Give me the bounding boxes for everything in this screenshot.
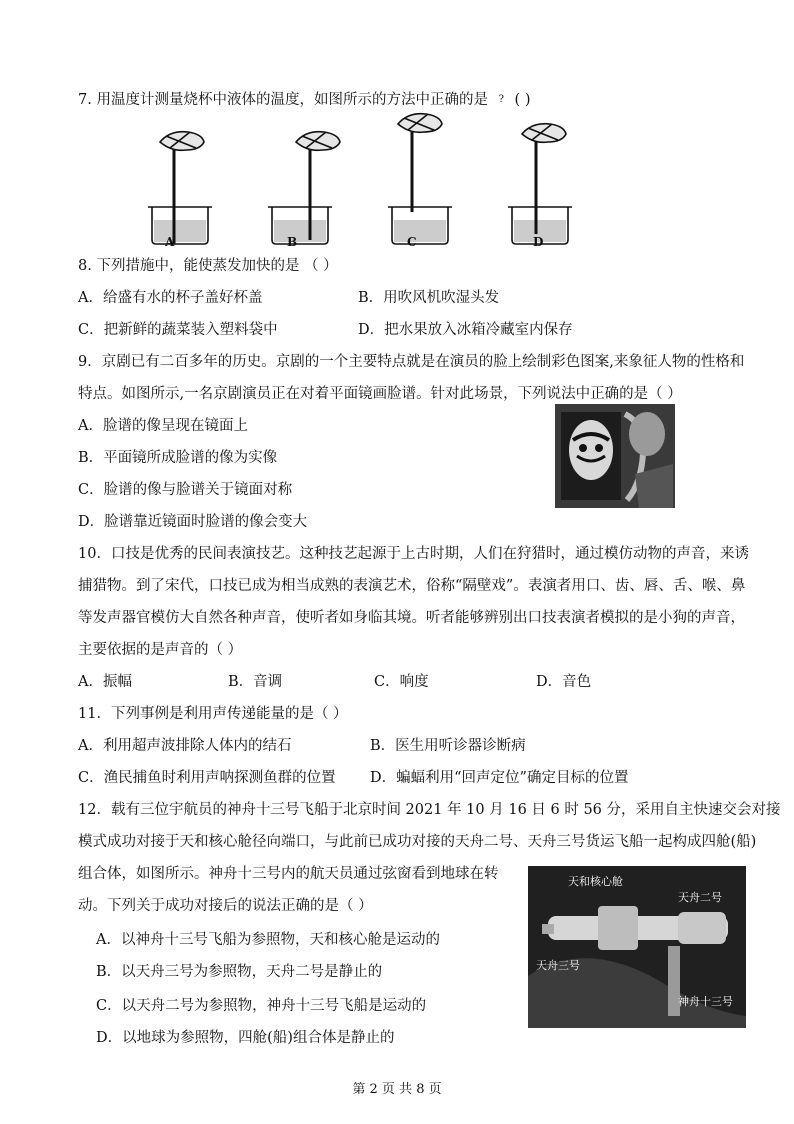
- space-station-photo: [528, 866, 746, 1028]
- option-label-b: B: [287, 235, 298, 249]
- q9-option-b: B．平面镜所成脸谱的像为实像: [78, 450, 278, 466]
- q9-option-c: C．脸谱的像与脸谱关于镜面对称: [78, 482, 293, 498]
- thermometer-option-a: [148, 132, 212, 244]
- q11-option-a: A．利用超声波排除人体内的结石: [78, 738, 292, 754]
- q12-option-d: D．以地球为参照物，四舱(船)组合体是静止的: [96, 1030, 395, 1046]
- q12-line2: 模式成功对接于天和核心舱径向端口，与此前已成功对接的天舟二号、天舟三号货运飞船一起构成四舱(船): [78, 834, 757, 850]
- q9-option-a: A．脸谱的像呈现在镜面上: [78, 418, 248, 434]
- q11-option-d: D．蝙蝠利用“回声定位”确定目标的位置: [370, 770, 629, 786]
- option-label-c: C: [407, 235, 417, 249]
- q10-line2: 捕猎物。到了宋代，口技已成为相当成熟的表演艺术，俗称“隔壁戏”。表演者用口、齿、唇、舌、喉、鼻: [78, 578, 746, 594]
- q8-option-d: D．把水果放入冰箱冷藏室内保存: [358, 322, 573, 338]
- q12-option-b: B．以天舟三号为参照物，天舟二号是静止的: [96, 964, 383, 980]
- option-label-d: D: [533, 235, 544, 249]
- q8-option-b: B．用吹风机吹湿头发: [358, 290, 500, 306]
- q9-line2: 特点。如图所示,一名京剧演员正在对着平面镜画脸谱。针对此场景，下列说法中正确的是（ ）: [78, 386, 682, 402]
- opera-mirror-photo: [555, 404, 675, 508]
- label-tianzhou-2: 天舟二号: [678, 891, 722, 904]
- label-tianzhou-3: 天舟三号: [536, 959, 580, 972]
- q12-option-c: C．以天舟二号为参照物，神舟十三号飞船是运动的: [96, 998, 427, 1014]
- q8-option-a: A．给盛有水的杯子盖好杯盖: [78, 290, 263, 306]
- q7-stem: 7. 用温度计测量烧杯中液体的温度，如图所示的方法中正确的是 ? ( ): [78, 92, 531, 108]
- q11-stem: 11．下列事例是利用声传递能量的是（ ）: [78, 706, 348, 722]
- q12-line4: 动。下列关于成功对接后的说法正确的是（ ）: [78, 898, 373, 914]
- q10-line4: 主要依据的是声音的（ ）: [78, 642, 243, 658]
- q12-line1: 12．载有三位宇航员的神舟十三号飞船于北京时间 2021 年 10 月 16 日 6 时 56 分，采用自主快速交会对接: [78, 802, 781, 818]
- page-footer: 第 2 页 共 8 页: [352, 1082, 442, 1097]
- thermometer-option-d: [508, 124, 572, 244]
- q10-option-b: B．音调: [228, 674, 283, 690]
- thermometer-option-b: [268, 132, 340, 244]
- q12-line3: 组合体，如图所示。神舟十三号内的航天员通过弦窗看到地球在转: [78, 866, 499, 882]
- label-core-module: 天和核心舱: [568, 875, 623, 888]
- q10-option-d: D．音色: [536, 674, 592, 690]
- q10-line1: 10．口技是优秀的民间表演技艺。这种技艺起源于上古时期，人们在狩猎时，通过模仿动物的声音，来诱: [78, 546, 749, 562]
- option-label-a: A: [165, 235, 175, 249]
- q10-option-a: A．振幅: [78, 674, 132, 690]
- q10-option-c: C．响度: [374, 674, 429, 690]
- q8-stem: 8. 下列措施中，能使蒸发加快的是 （ ）: [78, 258, 338, 274]
- label-shenzhou-13: 神舟十三号: [678, 995, 733, 1008]
- q8-option-c: C．把新鲜的蔬菜装入塑料袋中: [78, 322, 278, 338]
- q9-option-d: D．脸谱靠近镜面时脸谱的像会变大: [78, 514, 308, 530]
- q11-option-b: B．医生用听诊器诊断病: [370, 738, 526, 754]
- q9-line1: 9．京剧已有二百多年的历史。京剧的一个主要特点就是在演员的脸上绘制彩色图案,来象征人物的性格和: [78, 354, 745, 370]
- thermometer-figure: [130, 112, 580, 252]
- q11-option-c: C．渔民捕鱼时利用声呐探测鱼群的位置: [78, 770, 336, 786]
- q10-line3: 等发声器官模仿大自然各种声音，使听者如身临其境。听者能够辨别出口技表演者模拟的是小狗的声音，: [78, 610, 745, 626]
- q12-option-a: A．以神舟十三号飞船为参照物，天和核心舱是运动的: [96, 932, 440, 948]
- thermometer-option-c: [388, 114, 452, 244]
